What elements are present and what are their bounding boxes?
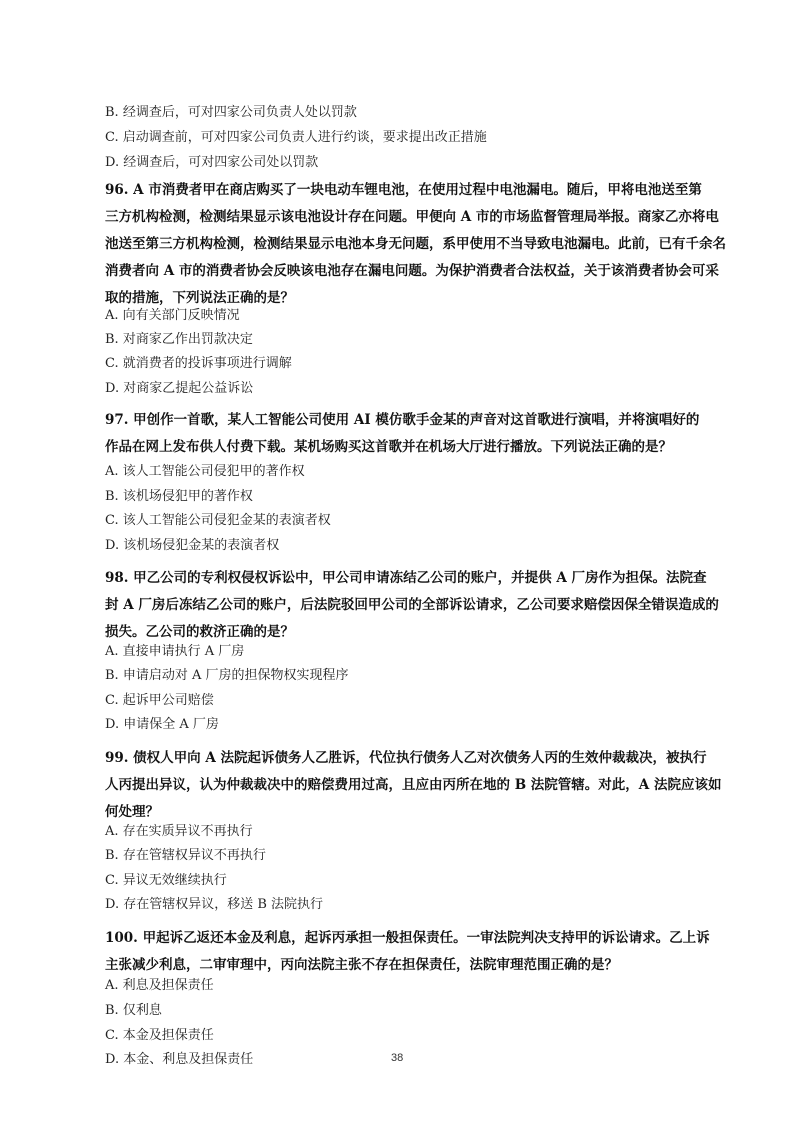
page-number: 38 bbox=[391, 1052, 404, 1064]
question-96-line-3: 池送至第三方机构检测，检测结果显示电池本身无问题，系甲使用不当导致电池漏电。此前，已有千余名 bbox=[105, 236, 726, 252]
question-98-option-c: C. 起诉甲公司赔偿 bbox=[105, 693, 214, 708]
option-b-prev: B. 经调查后，可对四家公司负责人处以罚款 bbox=[105, 105, 357, 120]
question-99-line-2: 人丙提出异议，认为仲裁裁决中的赔偿费用过高，且应由丙所在地的 B 法院管辖。对此，A 法院应该如 bbox=[105, 777, 722, 793]
option-c-prev: C. 启动调查前，可对四家公司负责人进行约谈，要求提出改正措施 bbox=[105, 130, 487, 145]
question-97-line-1: 97. 甲创作一首歌，某人工智能公司使用 AI 模仿歌手金某的声音对这首歌进行演唱，并将演唱好的 bbox=[105, 412, 700, 428]
question-100-stem bbox=[105, 925, 710, 979]
question-96-stem bbox=[105, 177, 726, 312]
question-96-option-b: B. 对商家乙作出罚款决定 bbox=[105, 332, 253, 347]
question-98-option-b: B. 申请启动对 A 厂房的担保物权实现程序 bbox=[105, 668, 349, 683]
question-99-line-3: 何处理？ bbox=[105, 804, 159, 820]
question-100-line-2: 主张减少利息，二审审理中，丙向法院主张不存在担保责任，法院审理范围正确的是？ bbox=[105, 957, 618, 973]
question-99-stem bbox=[105, 745, 722, 826]
question-96-option-d: D. 对商家乙提起公益诉讼 bbox=[105, 381, 254, 396]
question-98-option-d: D. 申请保全 A 厂房 bbox=[105, 717, 219, 732]
question-96-line-5: 取的措施，下列说法正确的是？ bbox=[105, 290, 294, 306]
option-d-prev: D. 经调查后，可对四家公司处以罚款 bbox=[105, 155, 319, 170]
question-98-option-a: A. 直接申请执行 A 厂房 bbox=[105, 644, 245, 659]
question-100-option-d: D. 本金、利息及担保责任 bbox=[105, 1052, 254, 1067]
question-100-option-a: A. 利息及担保责任 bbox=[105, 978, 214, 993]
question-97-option-b: B. 该机场侵犯甲的著作权 bbox=[105, 489, 253, 504]
question-100-option-c: C. 本金及担保责任 bbox=[105, 1028, 214, 1043]
question-97-option-d: D. 该机场侵犯金某的表演者权 bbox=[105, 538, 280, 553]
question-98-stem bbox=[105, 565, 719, 646]
question-99-option-c: C. 异议无效继续执行 bbox=[105, 873, 227, 888]
question-99-option-d: D. 存在管辖权异议，移送 B 法院执行 bbox=[105, 897, 324, 912]
question-98-line-2: 封 A 厂房后冻结乙公司的账户，后法院驳回甲公司的全部诉讼请求，乙公司要求赔偿因保全错误造成的 bbox=[105, 597, 719, 613]
question-96-line-4: 消费者向 A 市的消费者协会反映该电池存在漏电问题。为保护消费者合法权益，关于该消费者协会可采 bbox=[105, 263, 719, 279]
question-99-option-b: B. 存在管辖权异议不再执行 bbox=[105, 848, 266, 863]
question-96-line-2: 三方机构检测，检测结果显示该电池设计存在问题。甲便向 A 市的市场监督管理局举报。商家乙亦将电 bbox=[105, 209, 719, 225]
question-97-stem bbox=[105, 407, 700, 461]
question-97-option-a: A. 该人工智能公司侵犯甲的著作权 bbox=[105, 464, 305, 479]
question-100-line-1: 100. 甲起诉乙返还本金及利息，起诉丙承担一般担保责任。一审法院判决支持甲的诉讼请求。乙上诉 bbox=[105, 930, 710, 946]
question-98-line-1: 98. 甲乙公司的专利权侵权诉讼中，甲公司申请冻结乙公司的账户，并提供 A 厂房作为担保。法院查 bbox=[105, 570, 707, 586]
question-96-option-a: A. 向有关部门反映情况 bbox=[105, 308, 240, 323]
question-96-option-c: C. 就消费者的投诉事项进行调解 bbox=[105, 356, 292, 371]
question-96-line-1: 96. A 市消费者甲在商店购买了一块电动车锂电池，在使用过程中电池漏电。随后，甲将电池送至第 bbox=[105, 182, 702, 198]
question-100-option-b: B. 仅利息 bbox=[105, 1003, 162, 1018]
question-99-option-a: A. 存在实质异议不再执行 bbox=[105, 824, 253, 839]
question-99-line-1: 99. 债权人甲向 A 法院起诉债务人乙胜诉，代位执行债务人乙对次债务人丙的生效仲裁裁决，被执行 bbox=[105, 750, 707, 766]
question-97-line-2: 作品在网上发布供人付费下载。某机场购买这首歌并在机场大厅进行播放。下列说法正确的是？ bbox=[105, 439, 672, 455]
question-98-line-3: 损失。乙公司的救济正确的是？ bbox=[105, 624, 294, 640]
question-97-option-c: C. 该人工智能公司侵犯金某的表演者权 bbox=[105, 513, 331, 528]
